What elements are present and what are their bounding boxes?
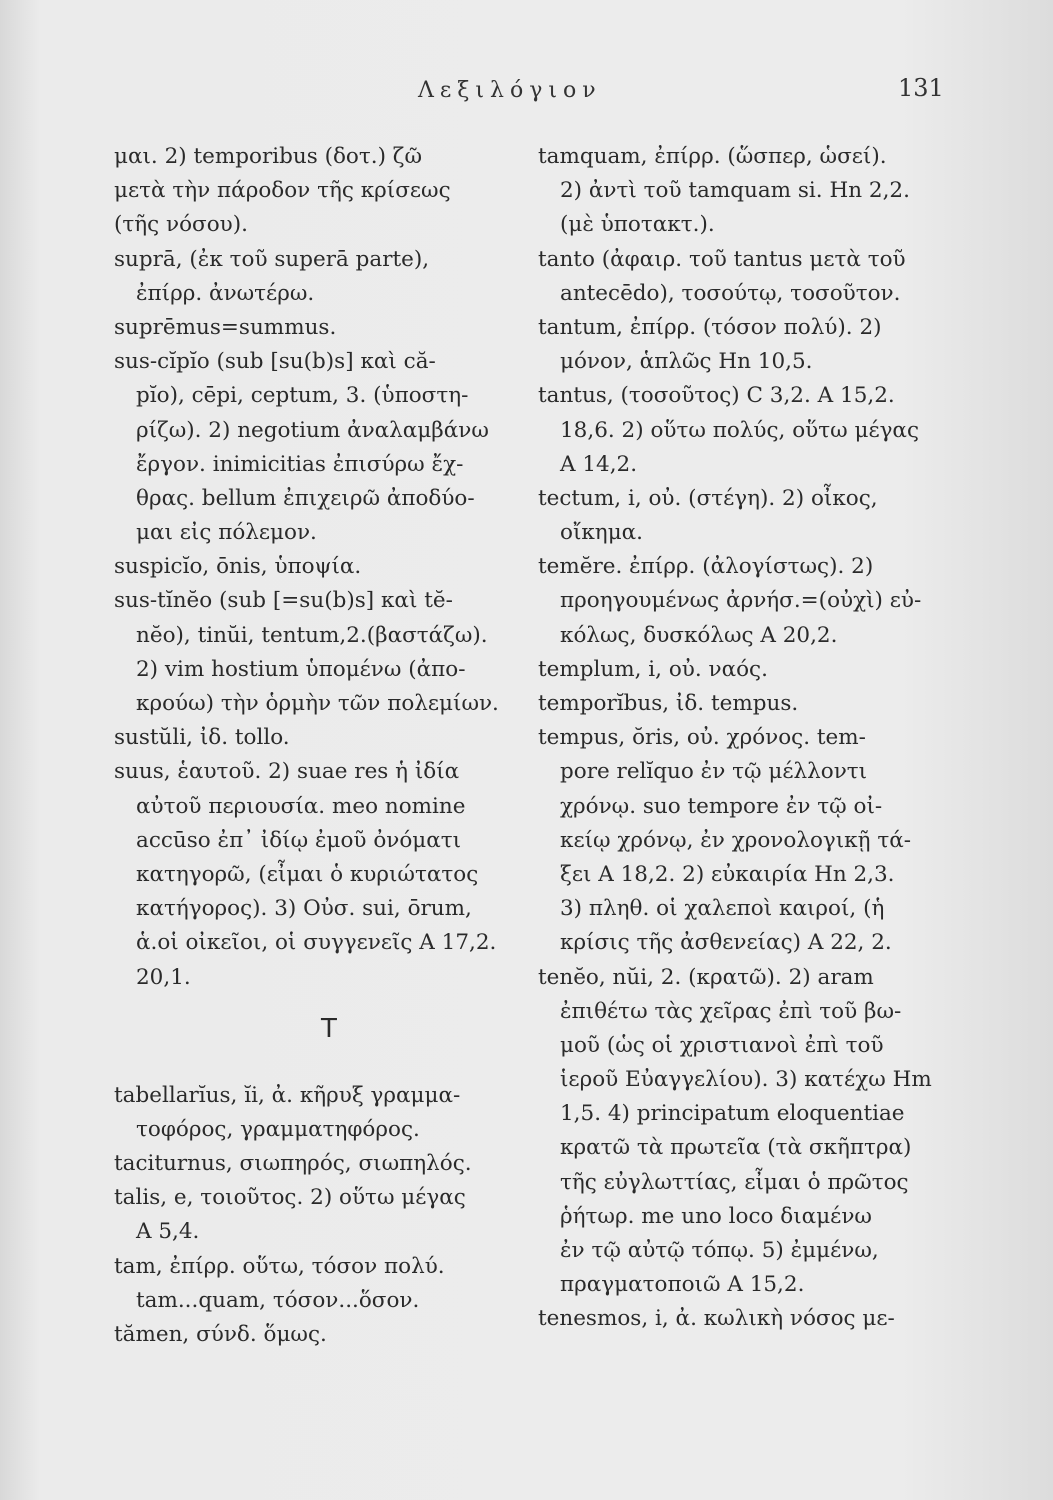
dictionary-line: ρίζω). 2) negotium ἀναλαμβάνω (136, 417, 489, 443)
dictionary-line: κρατῶ τὰ πρωτεῖα (τὰ σκῆπτρα) (560, 1135, 912, 1161)
dictionary-line: ἱεροῦ Εὐαγγελίου). 3) κατέχω Hm (560, 1067, 932, 1093)
dictionary-line: αὐτοῦ περιουσία. meo nomine (136, 793, 466, 819)
dictionary-line: tamquam, ἐπίρρ. (ὥσπερ, ὡσεί). (538, 144, 887, 169)
dictionary-line: tantus, (τοσοῦτος) C 3,2. A 15,2. (538, 383, 895, 409)
dictionary-line: τοφόρος, γραμματηφόρος. (136, 1116, 420, 1142)
dictionary-line: taciturnus, σιωπηρός, σιωπηλός. (114, 1151, 472, 1177)
dictionary-line: ξει A 18,2. 2) εὐκαιρία Hn 2,3. (560, 861, 895, 887)
right-entries (538, 140, 958, 1337)
dictionary-line: κατηγορῶ, (εἶμαι ὁ κυριώτατος (136, 861, 479, 887)
dictionary-line: tanto (ἀφαιρ. τοῦ tantus μετὰ τοῦ (538, 246, 906, 272)
dictionary-line: πραγματοποιῶ A 15,2. (560, 1272, 805, 1298)
dictionary-line: tenĕo, nŭi, 2. (κρατῶ). 2) aram (538, 964, 874, 990)
dictionary-line: nĕo), tinŭi, tentum,2.(βαστάζω). (136, 622, 488, 648)
dictionary-line: tam, ἐπίρρ. οὕτω, τόσον πολύ. (114, 1253, 445, 1279)
dictionary-line: tabellarĭus, ĭi, ἀ. κῆρυξ γραμμα- (114, 1082, 461, 1108)
dictionary-line: 3) πληθ. οἱ χαλεποὶ καιροί, (ἡ (560, 896, 885, 922)
dictionary-line: sustŭli, ἰδ. tollo. (114, 725, 290, 751)
section-gap (114, 1063, 524, 1079)
dictionary-line: ῥήτωρ. me uno loco διαμένω (560, 1203, 872, 1229)
dictionary-line: accūso ἐπ᾽ ἰδίῳ ἐμοῦ ὀνόματι (136, 827, 462, 853)
dictionary-line: talis, e, τοιοῦτος. 2) οὕτω μέγας (114, 1185, 466, 1211)
dictionary-line: 20,1. (136, 964, 191, 990)
dictionary-line: ἔργον. inimicitias ἐπισύρω ἔχ- (136, 451, 464, 477)
dictionary-line: pore relĭquo ἐν τῷ μέλλοντι (560, 759, 868, 785)
dictionary-line: μοῦ (ὡς οἱ χριστιανοὶ ἐπὶ τοῦ (560, 1032, 884, 1058)
dictionary-line: ἐπιθέτω τὰς χεῖρας ἐπὶ τοῦ βω- (560, 998, 902, 1024)
dictionary-line: μαι εἰς πόλεμον. (136, 520, 317, 546)
dictionary-line: (τῆς νόσου). (114, 212, 248, 238)
dictionary-line: κρίσις τῆς ἀσθενείας) A 22, 2. (560, 930, 892, 956)
dictionary-line: ἐν τῷ αὐτῷ τόπῳ. 5) ἐμμένω, (560, 1238, 879, 1263)
dictionary-line: tempus, ŏris, οὐ. χρόνος. tem- (538, 725, 866, 751)
dictionary-line: κόλως, δυσκόλως A 20,2. (560, 622, 838, 648)
dictionary-line: μόνον, ἁπλῶς Hn 10,5. (560, 349, 813, 375)
dictionary-line: temporĭbus, ἰδ. tempus. (538, 691, 799, 716)
dictionary-line: κρούω) τὴν ὁρμὴν τῶν πολεμίων. (136, 691, 499, 716)
dictionary-line: οἴκημα. (560, 520, 644, 546)
dictionary-line: κείῳ χρόνῳ, ἐν χρονολογικῇ τά- (560, 827, 912, 853)
dictionary-line: χρόνῳ. suo tempore ἐν τῷ οἰ- (560, 793, 883, 819)
dictionary-line: μαι. 2) temporibus (δοτ.) ζῶ (114, 144, 422, 169)
dictionary-line: ἁ.οἱ οἰκεῖοι, οἱ συγγενεῖς A 17,2. (136, 930, 497, 956)
dictionary-line: tămen, σύνδ. ὅμως. (114, 1322, 327, 1347)
dictionary-line: 2) ἀντὶ τοῦ tamquam si. Hn 2,2. (560, 178, 910, 204)
dictionary-line: 1,5. 4) principatum eloquentiae (560, 1101, 905, 1127)
section-letter: T (321, 1013, 337, 1044)
dictionary-line: sus-tĭnĕo (sub [=su(b)s] καὶ tĕ- (114, 588, 453, 614)
dictionary-line: tectum, i, οὐ. (στέγη). 2) οἶκος, (538, 485, 878, 511)
dictionary-line: templum, i, οὐ. ναός. (538, 656, 768, 682)
dictionary-line: ἐπίρρ. ἀνωτέρω. (136, 280, 315, 306)
dictionary-line: 18,6. 2) οὕτω πολύς, οὕτω μέγας (560, 417, 919, 443)
dictionary-line: τῆς εὐγλωττίας, εἶμαι ὁ πρῶτος (560, 1169, 909, 1195)
dictionary-line: 2) vim hostium ὑπομένω (ἀπο- (136, 656, 466, 682)
left-entries-before (114, 140, 524, 995)
dictionary-line: tam...quam, τόσον...ὅσον. (136, 1287, 420, 1313)
dictionary-line: κατήγορος). 3) Οὐσ. sui, ōrum, (136, 896, 472, 922)
left-entries-after (114, 1079, 524, 1353)
dictionary-line: (μὲ ὑποτακτ.). (560, 212, 715, 238)
dictionary-line: θρας. bellum ἐπιχειρῶ ἀποδύο- (136, 485, 475, 511)
dictionary-line: A 5,4. (136, 1219, 200, 1245)
dictionary-line: pĭo), cēpi, ceptum, 3. (ὑποστη- (136, 383, 469, 409)
left-column (114, 140, 524, 1352)
dictionary-line: suprēmus=summus. (114, 314, 337, 340)
dictionary-line: suspicĭo, ōnis, ὑποψία. (114, 554, 362, 580)
page-number: 131 (898, 74, 944, 102)
page-header (0, 72, 1053, 112)
dictionary-line: tantum, ἐπίρρ. (τόσον πολύ). 2) (538, 314, 882, 340)
running-title: Λεξιλόγιον (418, 78, 602, 103)
right-column (538, 140, 958, 1337)
dictionary-line: προηγουμένως ἀρνήσ.=(οὐχὶ) εὐ- (560, 588, 922, 614)
dictionary-line: sus-cĭpĭo (sub [su(b)s] καὶ că- (114, 349, 436, 375)
dictionary-line: suus, ἑαυτοῦ. 2) suae res ἡ ἰδία (114, 759, 460, 785)
dictionary-line: suprā, (ἐκ τοῦ superā parte), (114, 246, 430, 272)
dictionary-line: tenesmos, i, ἀ. κωλικὴ νόσος με- (538, 1306, 895, 1332)
dictionary-line: μετὰ τὴν πάροδον τῆς κρίσεως (114, 178, 451, 204)
dictionary-line: A 14,2. (560, 451, 638, 477)
dictionary-line: temĕre. ἐπίρρ. (ἀλογίστως). 2) (538, 554, 874, 580)
dictionary-line: antecēdo), τοσούτῳ, τοσοῦτον. (560, 280, 901, 306)
